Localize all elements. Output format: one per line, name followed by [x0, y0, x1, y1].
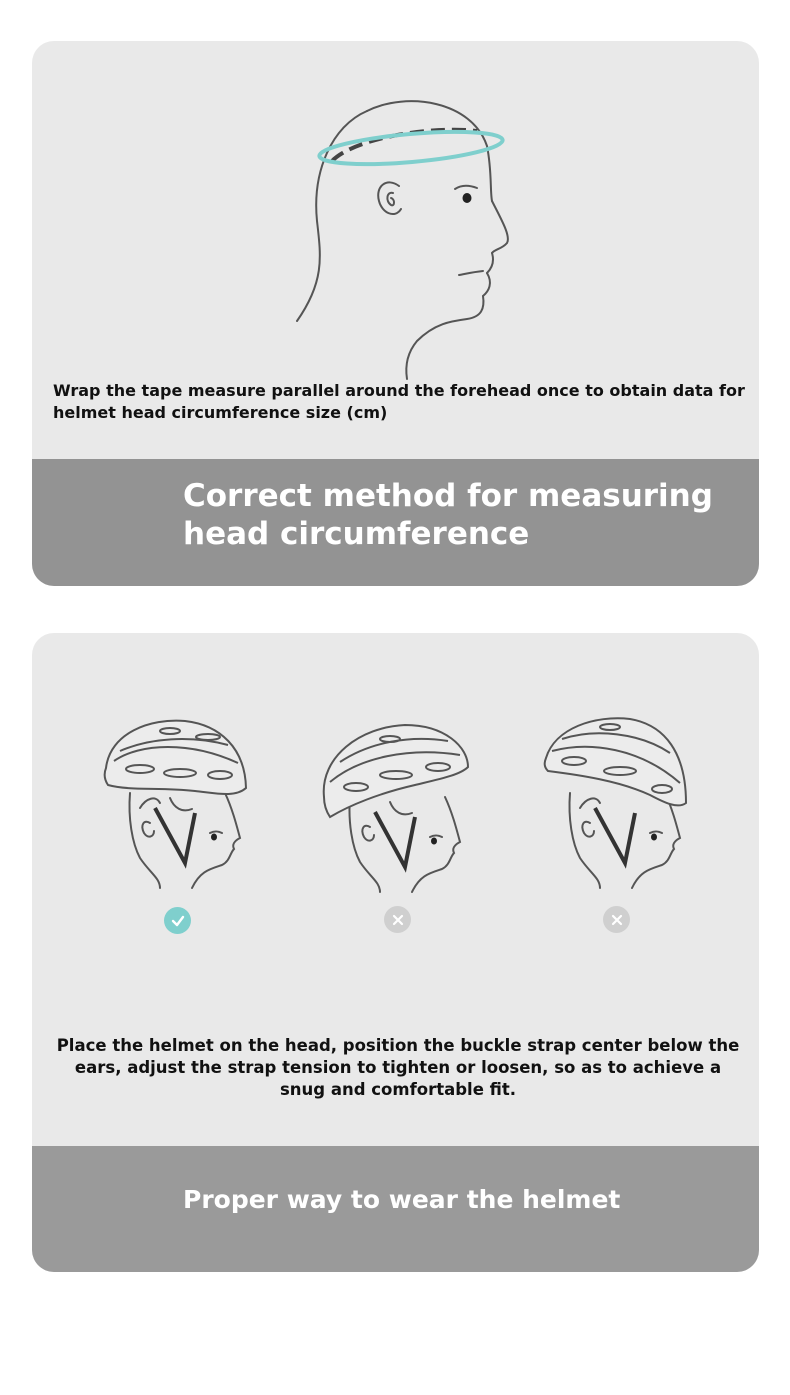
helmet-tilted-back-illustration: [320, 717, 480, 897]
wear-description: Place the helmet on the head, position the buckle strap center below the ears, adjust the strap tension to tighten or loosen, so as to achieve a snug and comfortable fit.: [56, 1036, 740, 1099]
wear-title: Proper way to wear the helmet: [183, 1185, 621, 1214]
cross-icon: [603, 906, 630, 933]
head-measure-illustration: [287, 91, 517, 381]
measure-card: [32, 41, 759, 586]
check-icon: [164, 907, 191, 934]
measure-description: Wrap the tape measure parallel around the forehead once to obtain data for helmet head circumference size (cm): [53, 381, 745, 422]
wear-banner: [32, 1146, 759, 1272]
helmet-correct-illustration: [100, 713, 260, 893]
measure-banner: [32, 459, 759, 586]
helmet-tilted-forward-illustration: [540, 713, 700, 893]
cross-icon: [384, 906, 411, 933]
wear-card: [32, 633, 759, 1272]
measure-title: Correct method for measuring head circumference: [183, 478, 713, 552]
